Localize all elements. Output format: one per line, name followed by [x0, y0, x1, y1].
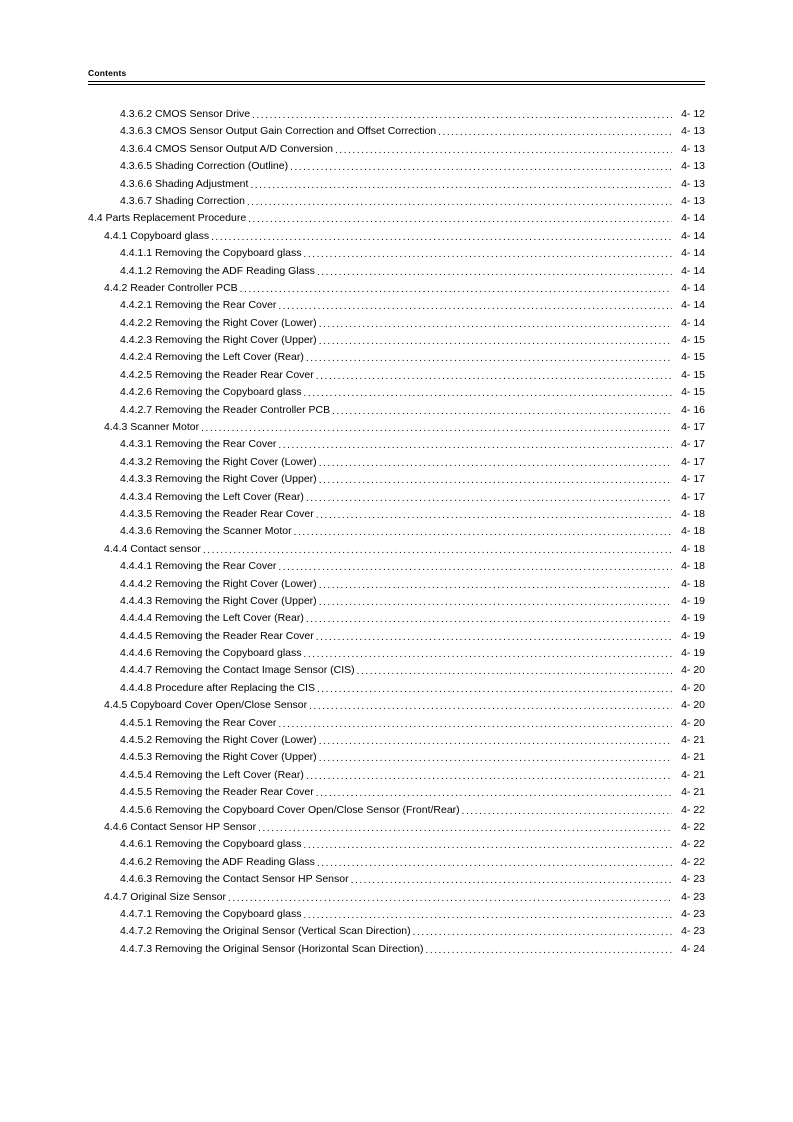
toc-entry-label: 4.3.6.5 Shading Correction (Outline) — [120, 160, 289, 173]
toc-entry[interactable] — [104, 541, 705, 558]
toc-entry-label: 4.4.1.2 Removing the ADF Reading Glass — [120, 264, 315, 277]
toc-entry-label: 4.4.3.2 Removing the Right Cover (Lower) — [120, 455, 317, 468]
toc-leader-dots — [306, 772, 672, 784]
toc-entry-page: 4- 23 — [681, 907, 705, 920]
toc-entry-label: 4.4.2 Reader Controller PCB — [104, 281, 238, 294]
toc-entry-label: 4.4.7.3 Removing the Original Sensor (Horizontal Scan Direction) — [120, 942, 424, 955]
toc-entry[interactable] — [120, 158, 705, 175]
toc-entry-label: 4.4.7 Original Size Sensor — [104, 890, 226, 903]
toc-entry-page: 4- 17 — [681, 455, 705, 468]
toc-entry-label: 4.4.2.3 Removing the Right Cover (Upper) — [120, 334, 317, 347]
toc-entry[interactable] — [120, 906, 705, 923]
toc-leader-dots — [319, 737, 672, 749]
toc-leader-dots — [304, 251, 672, 263]
toc-leader-dots — [319, 459, 672, 471]
toc-entry-label: 4.4.7.1 Removing the Copyboard glass — [120, 907, 302, 920]
toc-entry[interactable] — [120, 836, 705, 853]
toc-entry[interactable] — [120, 628, 705, 645]
toc-leader-dots — [304, 911, 672, 923]
toc-entry-page: 4- 24 — [681, 942, 705, 955]
toc-entry-label: 4.4.4.7 Removing the Contact Image Sensor (CIS) — [120, 664, 355, 677]
toc-entry-page: 4- 13 — [681, 142, 705, 155]
toc-entry-page: 4- 14 — [681, 316, 705, 329]
toc-entry-label: 4.4 Parts Replacement Procedure — [88, 212, 247, 225]
toc-entry-page: 4- 14 — [681, 264, 705, 277]
toc-entry[interactable] — [120, 315, 705, 332]
toc-entry-label: 4.4.7.2 Removing the Original Sensor (Vertical Scan Direction) — [120, 925, 411, 938]
toc-entry-label: 4.4.4.1 Removing the Rear Cover — [120, 560, 277, 573]
toc-entry-page: 4- 18 — [681, 507, 705, 520]
toc-leader-dots — [306, 494, 672, 506]
toc-entry-page: 4- 19 — [681, 647, 705, 660]
toc-leader-dots — [252, 111, 672, 123]
toc-entry-label: 4.3.6.3 CMOS Sensor Output Gain Correction and Offset Correction — [120, 125, 437, 138]
toc-entry-label: 4.4.5.6 Removing the Copyboard Cover Open/Close Sensor (Front/Rear) — [120, 803, 460, 816]
toc-leader-dots — [317, 685, 672, 697]
toc-entry-page: 4- 14 — [681, 281, 705, 294]
toc-entry-page: 4- 23 — [681, 890, 705, 903]
toc-leader-dots — [319, 320, 672, 332]
toc-entry-page: 4- 19 — [681, 612, 705, 625]
toc-entry[interactable] — [120, 402, 705, 419]
toc-entry[interactable] — [120, 576, 705, 593]
toc-entry-page: 4- 13 — [681, 194, 705, 207]
toc-entry-label: 4.4.5.4 Removing the Left Cover (Rear) — [120, 768, 304, 781]
toc-entry[interactable] — [120, 123, 705, 140]
toc-entry-label: 4.4.3.3 Removing the Right Cover (Upper) — [120, 473, 317, 486]
toc-entry-label: 4.4.3.6 Removing the Scanner Motor — [120, 525, 292, 538]
toc-leader-dots — [211, 233, 672, 245]
toc-entry[interactable] — [104, 419, 705, 436]
toc-leader-dots — [248, 216, 672, 228]
toc-entry[interactable] — [120, 854, 705, 871]
toc-leader-dots — [306, 616, 672, 628]
toc-entry-page: 4- 23 — [681, 925, 705, 938]
toc-entry-page: 4- 19 — [681, 594, 705, 607]
toc-entry-label: 4.4.1 Copyboard glass — [104, 229, 210, 242]
toc-entry-label: 4.4.1.1 Removing the Copyboard glass — [120, 247, 302, 260]
toc-leader-dots — [438, 129, 672, 141]
toc-leader-dots — [316, 372, 672, 384]
toc-entry-page: 4- 18 — [681, 560, 705, 573]
toc-leader-dots — [317, 859, 672, 871]
toc-entry[interactable] — [120, 802, 705, 819]
toc-entry[interactable] — [120, 384, 705, 401]
toc-leader-dots — [425, 946, 672, 958]
toc-entry[interactable] — [120, 558, 705, 575]
toc-leader-dots — [316, 633, 672, 645]
toc-entry[interactable] — [120, 749, 705, 766]
toc-entry-page: 4- 18 — [681, 577, 705, 590]
toc-entry-page: 4- 14 — [681, 299, 705, 312]
toc-leader-dots — [357, 668, 672, 680]
toc-entry-page: 4- 15 — [681, 386, 705, 399]
toc-entry-label: 4.4.3.5 Removing the Reader Rear Cover — [120, 507, 314, 520]
toc-entry-label: 4.4.3 Scanner Motor — [104, 421, 200, 434]
toc-entry[interactable] — [120, 506, 705, 523]
toc-entry-label: 4.4.2.7 Removing the Reader Controller PCB — [120, 403, 331, 416]
toc-entry-label: 4.3.6.4 CMOS Sensor Output A/D Conversion — [120, 142, 334, 155]
toc-leader-dots — [250, 181, 672, 193]
toc-entry-page: 4- 16 — [681, 403, 705, 416]
toc-entry[interactable] — [120, 332, 705, 349]
toc-leader-dots — [319, 598, 672, 610]
toc-entry-label: 4.4.5.1 Removing the Rear Cover — [120, 716, 277, 729]
toc-leader-dots — [335, 146, 672, 158]
toc-entry[interactable] — [104, 228, 705, 245]
toc-entry[interactable] — [120, 645, 705, 662]
toc-entry-label: 4.4.5.2 Removing the Right Cover (Lower) — [120, 734, 317, 747]
toc-leader-dots — [462, 807, 672, 819]
toc-entry-page: 4- 23 — [681, 873, 705, 886]
toc-entry-label: 4.4.6.2 Removing the ADF Reading Glass — [120, 855, 315, 868]
toc-entry[interactable] — [120, 245, 705, 262]
toc-entry[interactable] — [120, 732, 705, 749]
header-rule-thin — [88, 84, 705, 85]
toc-entry[interactable] — [120, 367, 705, 384]
toc-entry-page: 4- 21 — [681, 734, 705, 747]
toc-entry[interactable] — [120, 176, 705, 193]
toc-entry-page: 4- 15 — [681, 351, 705, 364]
toc-entry[interactable] — [120, 941, 705, 958]
toc-entry-page: 4- 22 — [681, 821, 705, 833]
toc-entry[interactable] — [104, 889, 705, 906]
toc-entry-label: 4.4.4.2 Removing the Right Cover (Lower) — [120, 577, 317, 590]
toc-entry[interactable] — [120, 610, 705, 627]
toc-entry-page: 4- 12 — [681, 107, 705, 120]
toc-entry-page: 4- 22 — [681, 855, 705, 868]
toc-leader-dots — [201, 424, 672, 436]
toc-entry-page: 4- 18 — [681, 525, 705, 538]
header-title: Contents — [88, 68, 127, 78]
toc-leader-dots — [304, 390, 672, 402]
toc-leader-dots — [240, 285, 672, 297]
toc-entry-page: 4- 13 — [681, 177, 705, 190]
toc-leader-dots — [278, 442, 672, 454]
toc-entry-label: 4.4.4.4 Removing the Left Cover (Rear) — [120, 612, 304, 625]
toc-entry-label: 4.4.4.3 Removing the Right Cover (Upper) — [120, 594, 317, 607]
toc-entry-page: 4- 21 — [681, 751, 705, 764]
toc-entry[interactable] — [120, 349, 705, 366]
toc-entry-page: 4- 14 — [681, 229, 705, 242]
toc-entry-page: 4- 20 — [681, 716, 705, 729]
toc-entry[interactable] — [120, 193, 705, 210]
toc-entry-label: 4.3.6.2 CMOS Sensor Drive — [120, 107, 251, 120]
toc-entry[interactable] — [120, 871, 705, 888]
toc-entry-label: 4.4.5 Copyboard Cover Open/Close Sensor — [104, 699, 308, 712]
toc-entry-page: 4- 17 — [681, 490, 705, 503]
toc-leader-dots — [304, 651, 672, 663]
toc-leader-dots — [278, 564, 672, 576]
toc-entry[interactable] — [104, 697, 705, 714]
toc-leader-dots — [258, 824, 672, 836]
toc-entry[interactable] — [120, 141, 705, 158]
toc-leader-dots — [309, 703, 672, 715]
toc-leader-dots — [413, 929, 672, 941]
toc-leader-dots — [332, 407, 672, 419]
page-header — [88, 68, 705, 85]
toc-entry-label: 4.4.6.1 Removing the Copyboard glass — [120, 838, 302, 851]
toc-entry-label: 4.4.5.3 Removing the Right Cover (Upper) — [120, 751, 317, 764]
toc-entry-label: 4.4.6 Contact Sensor HP Sensor — [104, 821, 257, 833]
toc-entry[interactable] — [120, 923, 705, 940]
toc-entry-label: 4.4.2.4 Removing the Left Cover (Rear) — [120, 351, 304, 364]
toc-entry-page: 4- 20 — [681, 664, 705, 677]
toc-entry[interactable] — [120, 523, 705, 540]
toc-entry-page: 4- 17 — [681, 438, 705, 451]
table-of-contents — [88, 106, 705, 958]
toc-entry[interactable] — [104, 819, 705, 836]
toc-leader-dots — [278, 720, 672, 732]
toc-leader-dots — [294, 529, 672, 541]
toc-leader-dots — [304, 842, 672, 854]
toc-entry-page: 4- 15 — [681, 368, 705, 381]
toc-leader-dots — [228, 894, 672, 906]
toc-entry[interactable] — [120, 593, 705, 610]
toc-entry[interactable] — [120, 471, 705, 488]
toc-entry-page: 4- 22 — [681, 838, 705, 851]
toc-leader-dots — [319, 337, 672, 349]
toc-leader-dots — [319, 477, 672, 489]
toc-leader-dots — [203, 546, 672, 558]
toc-leader-dots — [316, 790, 672, 802]
toc-entry[interactable] — [88, 210, 705, 227]
toc-entry-label: 4.3.6.6 Shading Adjustment — [120, 177, 249, 190]
toc-entry-page: 4- 22 — [681, 803, 705, 816]
toc-entry-page: 4- 19 — [681, 629, 705, 642]
toc-entry-label: 4.4.5.5 Removing the Reader Rear Cover — [120, 786, 314, 799]
toc-entry-label: 4.4.4.6 Removing the Copyboard glass — [120, 647, 302, 660]
toc-entry-label: 4.4.6.3 Removing the Contact Sensor HP Sensor — [120, 873, 349, 886]
toc-entry[interactable] — [120, 680, 705, 697]
toc-entry[interactable] — [120, 297, 705, 314]
toc-entry-page: 4- 13 — [681, 125, 705, 138]
toc-leader-dots — [278, 303, 672, 315]
toc-entry[interactable] — [120, 436, 705, 453]
toc-entry-page: 4- 20 — [681, 699, 705, 712]
toc-entry[interactable] — [120, 767, 705, 784]
toc-entry-label: 4.4.2.2 Removing the Right Cover (Lower) — [120, 316, 317, 329]
toc-entry[interactable] — [104, 280, 705, 297]
toc-entry-page: 4- 17 — [681, 473, 705, 486]
toc-entry-page: 4- 14 — [681, 212, 705, 225]
toc-entry-page: 4- 15 — [681, 334, 705, 347]
toc-leader-dots — [290, 164, 672, 176]
toc-entry[interactable] — [120, 263, 705, 280]
toc-entry[interactable] — [120, 715, 705, 732]
toc-entry-page: 4- 21 — [681, 768, 705, 781]
toc-entry[interactable] — [120, 784, 705, 801]
toc-entry[interactable] — [120, 454, 705, 471]
toc-leader-dots — [319, 581, 672, 593]
toc-entry-label: 4.4.4.5 Removing the Reader Rear Cover — [120, 629, 314, 642]
toc-entry-label: 4.4.2.6 Removing the Copyboard glass — [120, 386, 302, 399]
toc-entry[interactable] — [120, 663, 705, 680]
toc-entry-label: 4.4.3.1 Removing the Rear Cover — [120, 438, 277, 451]
toc-entry-label: 4.4.4 Contact sensor — [104, 542, 201, 555]
toc-entry-page: 4- 20 — [681, 681, 705, 694]
toc-entry-label: 4.4.2.1 Removing the Rear Cover — [120, 299, 277, 312]
toc-entry-label: 4.4.3.4 Removing the Left Cover (Rear) — [120, 490, 304, 503]
toc-entry-label: 4.4.4.8 Procedure after Replacing the CIS — [120, 681, 315, 694]
toc-entry-page: 4- 21 — [681, 786, 705, 799]
toc-entry-page: 4- 18 — [681, 542, 705, 555]
header-rule-thick — [88, 81, 705, 82]
toc-entry-page: 4- 13 — [681, 160, 705, 173]
toc-entry-label: 4.3.6.7 Shading Correction — [120, 194, 245, 207]
toc-entry-page: 4- 14 — [681, 247, 705, 260]
toc-entry-label: 4.4.2.5 Removing the Reader Rear Cover — [120, 368, 314, 381]
toc-entry[interactable] — [120, 489, 705, 506]
toc-leader-dots — [319, 755, 672, 767]
toc-leader-dots — [306, 355, 672, 367]
toc-leader-dots — [316, 511, 672, 523]
toc-leader-dots — [351, 877, 672, 889]
toc-entry[interactable] — [120, 106, 705, 123]
toc-entry-page: 4- 17 — [681, 421, 705, 434]
toc-leader-dots — [317, 268, 672, 280]
toc-leader-dots — [247, 198, 672, 210]
